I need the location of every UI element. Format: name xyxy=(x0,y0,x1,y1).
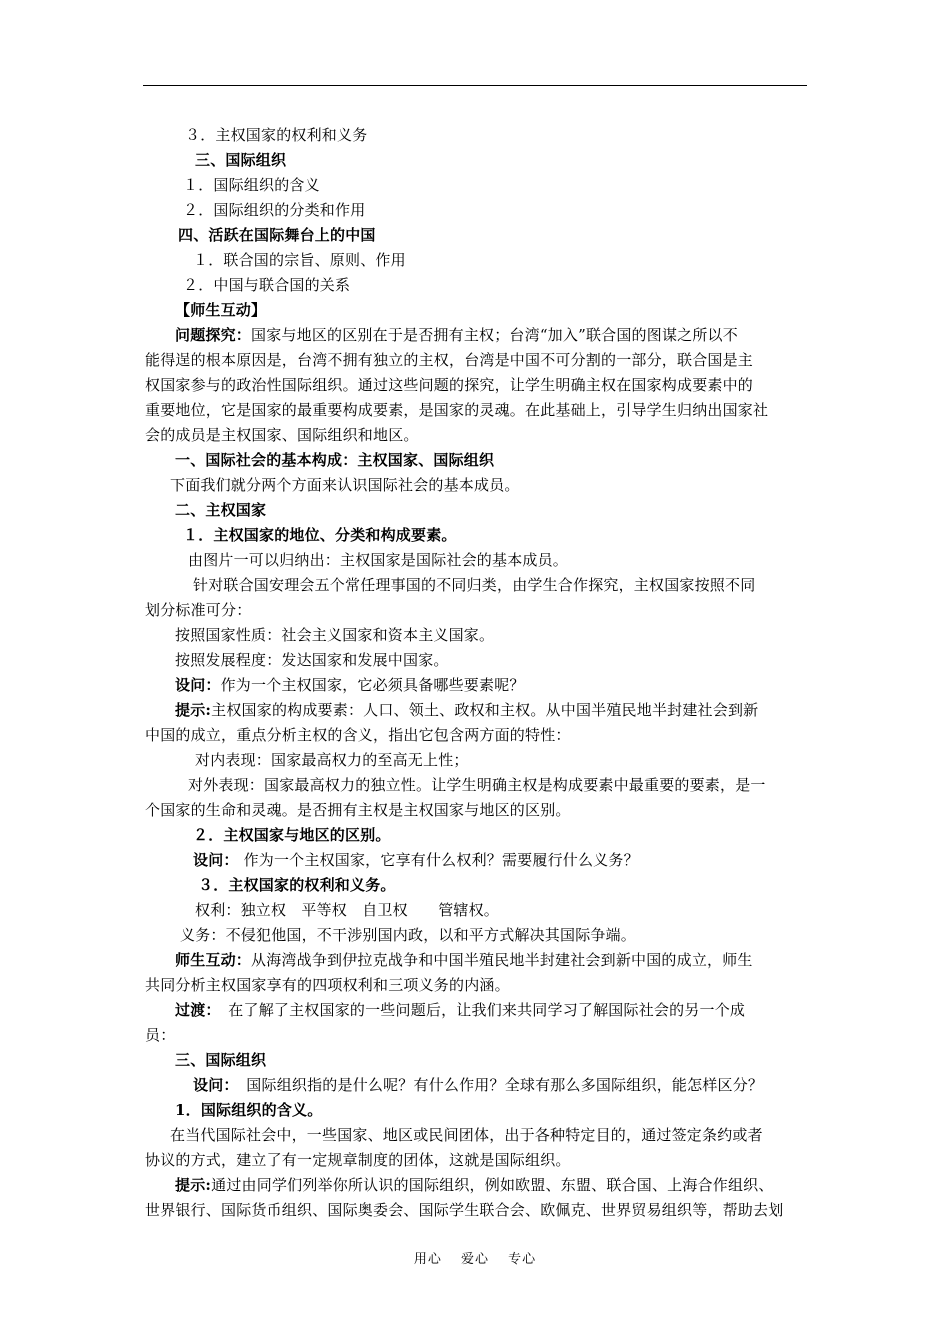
body-text-line xyxy=(145,373,810,398)
line-text: １．联合国的宗旨、原则、作用 xyxy=(193,251,406,269)
inline-label: 设问： xyxy=(193,1076,232,1094)
line-text: 中国的成立，重点分析主权的含义，指出它包含两方面的特性： xyxy=(145,726,571,744)
line-text: 【师生互动】 xyxy=(175,301,267,319)
line-text: 对外表现：国家最高权力的独立性。让学生明确主权是构成要素中最重要的要素，是一 xyxy=(188,776,766,794)
line-text: 作为一个主权国家，它必须具备哪些要素呢？ xyxy=(220,676,525,694)
line-text: 权国家参与的政治性国际组织。通过这些问题的探究，让学生明确主权在国家构成要素中的 xyxy=(145,376,754,394)
line-text: 协议的方式，建立了有一定规章制度的团体，这就是国际组织。 xyxy=(145,1151,571,1169)
line-text: ２．国际组织的分类和作用 xyxy=(183,201,366,219)
section-heading xyxy=(145,1048,840,1073)
body-text-line xyxy=(145,648,840,673)
footer-word-2: 爱心 xyxy=(460,1252,489,1267)
line-text: 按照国家性质：社会主义国家和资本主义国家。 xyxy=(175,626,495,644)
body-text-line xyxy=(145,348,810,373)
inline-label: 设问： xyxy=(193,851,239,869)
section-heading xyxy=(145,448,840,473)
inline-label: 问题探究： xyxy=(175,326,252,344)
footer-word-3: 专心 xyxy=(508,1252,537,1267)
section-heading xyxy=(145,298,840,323)
line-text: 员： xyxy=(145,1026,176,1044)
line-text: 划分标准可分： xyxy=(145,601,252,619)
line-text: 二、主权国家 xyxy=(175,501,267,519)
line-text: 能得逞的根本原因是，台湾不拥有独立的主权，台湾是中国不可分割的一部分，联合国是主 xyxy=(145,351,754,369)
body-text-line xyxy=(145,898,860,923)
line-text: 三、国际组织 xyxy=(175,1051,267,1069)
section-heading xyxy=(145,148,860,173)
section-heading xyxy=(145,1098,840,1123)
line-text: 在了解了主权国家的一些问题后，让我们来共同学习了解国际社会的另一个成 xyxy=(213,1001,746,1019)
line-text: ３．主权国家的权利和义务。 xyxy=(198,876,396,894)
line-text: 对内表现：国家最高权力的至高无上性； xyxy=(195,751,469,769)
body-text-line xyxy=(145,598,810,623)
body-text-line xyxy=(145,198,848,223)
line-text: 国家与地区的区别在于是否拥有主权；台湾“加入”联合国的图谋之所以不 xyxy=(251,326,738,344)
body-text-line xyxy=(145,673,840,698)
section-heading xyxy=(145,873,863,898)
body-text-line xyxy=(145,698,840,723)
body-text-line xyxy=(145,273,848,298)
inline-label: 设问： xyxy=(175,676,221,694)
body-text-line xyxy=(145,548,853,573)
body-text-line xyxy=(145,973,810,998)
body-text-line xyxy=(145,723,810,748)
body-text-line xyxy=(145,1073,858,1098)
inline-label: 提示: xyxy=(175,701,212,719)
line-text: ３．主权国家的权利和义务 xyxy=(185,126,368,144)
body-text-line xyxy=(145,423,810,448)
line-text: 主权国家的构成要素：人口、领土、政权和主权。从中国半殖民地半封建社会到新 xyxy=(211,701,759,719)
line-text: 从海湾战争到伊拉克战争和中国半殖民地半封建社会到新中国的成立，师生 xyxy=(251,951,753,969)
line-text: 由图片一可以归纳出：主权国家是国际社会的基本成员。 xyxy=(188,551,569,569)
line-text: 按照发展程度：发达国家和发展中国家。 xyxy=(175,651,449,669)
line-text: 重要地位，它是国家的最重要构成要素，是国家的灵魂。在此基础上，引导学生归纳出国家社 xyxy=(145,401,769,419)
line-text: 世界银行、国际货币组织、国际奥委会、国际学生联合会、欧佩克、世界贸易组织等，帮助去划 xyxy=(145,1201,784,1219)
inline-label: 提示: xyxy=(175,1176,212,1194)
line-text: 通过由同学们列举你所认识的国际组织，例如欧盟、东盟、联合国、上海合作组织、 xyxy=(211,1176,774,1194)
body-text-line xyxy=(145,248,858,273)
header-rule xyxy=(143,85,807,86)
section-heading xyxy=(145,823,858,848)
page-footer xyxy=(0,1248,950,1267)
body-text-line xyxy=(145,323,840,348)
body-text-line xyxy=(145,998,840,1023)
line-text: 个国家的生命和灵魂。是否拥有主权是主权国家与地区的区别。 xyxy=(145,801,571,819)
line-text: 1．国际组织的含义。 xyxy=(175,1101,323,1119)
body-text-line xyxy=(145,948,840,973)
body-text-line xyxy=(145,848,858,873)
body-text-line xyxy=(145,923,845,948)
line-text: 国际组织指的是什么呢？有什么作用？全球有那么多国际组织，能怎样区分？ xyxy=(231,1076,764,1094)
body-text-line xyxy=(145,1148,810,1173)
inline-label: 过渡： xyxy=(175,1001,214,1019)
line-text: １．国际组织的含义 xyxy=(183,176,320,194)
body-text-line xyxy=(145,573,858,598)
line-text: 权利：独立权 平等权 自卫权 管辖权。 xyxy=(195,901,500,919)
section-heading xyxy=(145,223,843,248)
body-text-line xyxy=(145,1198,810,1223)
body-text-line xyxy=(145,473,835,498)
line-text: 三、国际组织 xyxy=(195,151,287,169)
line-text: ２．中国与联合国的关系 xyxy=(183,276,351,294)
line-text: 共同分析主权国家享有的四项权利和三项义务的内涵。 xyxy=(145,976,510,994)
footer-word-1: 用心 xyxy=(413,1252,442,1267)
line-text: 义务：不侵犯他国，不干涉别国内政，以和平方式解决其国际争端。 xyxy=(180,926,637,944)
body-text-line xyxy=(145,123,850,148)
line-text: ２．主权国家与地区的区别。 xyxy=(193,826,391,844)
line-text: 下面我们就分两个方面来认识国际社会的基本成员。 xyxy=(170,476,520,494)
body-text-line xyxy=(145,623,840,648)
line-text: １．主权国家的地位、分类和构成要素。 xyxy=(183,526,457,544)
line-text: 会的成员是主权国家、国际组织和地区。 xyxy=(145,426,419,444)
body-text-line xyxy=(145,773,853,798)
section-heading xyxy=(145,498,840,523)
body-text-line xyxy=(145,1173,840,1198)
body-text-line xyxy=(145,1123,835,1148)
section-heading xyxy=(145,523,848,548)
body-text-line xyxy=(145,748,860,773)
body-text-line xyxy=(145,798,810,823)
body-text-line xyxy=(145,398,810,423)
line-text: 在当代国际社会中，一些国家、地区或民间团体，出于各种特定目的，通过签定条约或者 xyxy=(170,1126,763,1144)
body-text-line xyxy=(145,173,848,198)
body-text-line xyxy=(145,1023,810,1048)
line-text: 作为一个主权国家，它享有什么权利？需要履行什么义务？ xyxy=(238,851,639,869)
line-text: 四、活跃在国际舞台上的中国 xyxy=(178,226,376,244)
line-text: 一、国际社会的基本构成：主权国家、国际组织 xyxy=(175,451,495,469)
line-text: 针对联合国安理会五个常任理事国的不同归类，由学生合作探究，主权国家按照不同 xyxy=(193,576,756,594)
inline-label: 师生互动： xyxy=(175,951,252,969)
